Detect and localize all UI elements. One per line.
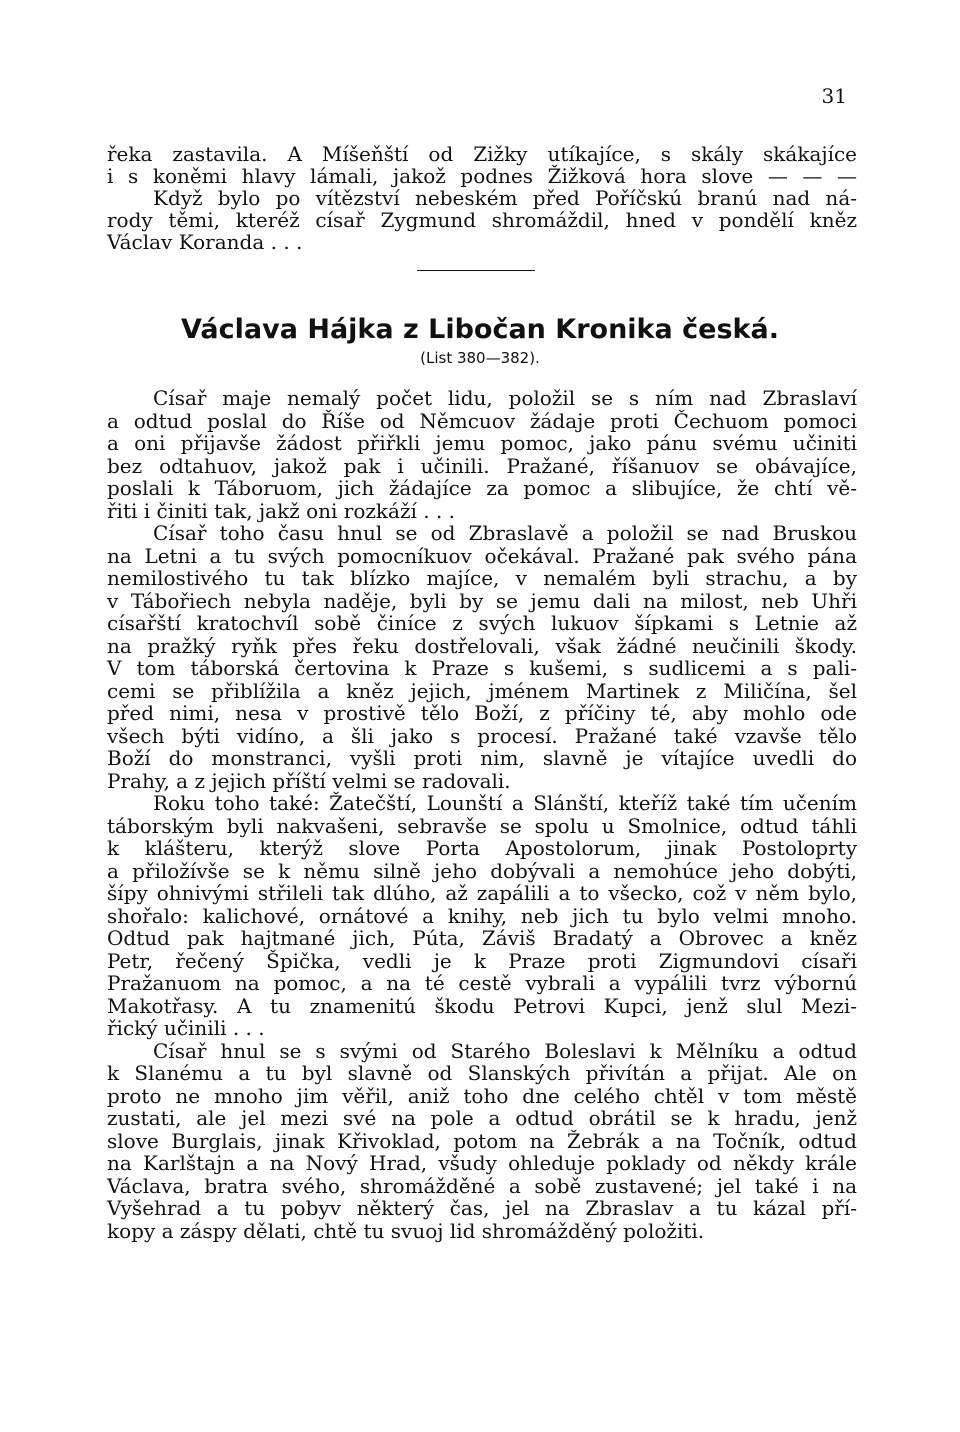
text-line: Císař hnul se s svými od Starého Boleslavi k Mělníku a odtud [153, 1038, 857, 1063]
second-passage [107, 387, 857, 1242]
text-line: císařští kratochvíl sobě činíce z svých lukuov šípkami s Letnie až [107, 611, 857, 635]
text-line: na Karlštajn a na Nový Hrad, všudy ohleduje poklady od někdy krále [107, 1151, 857, 1175]
text-line: i s koněmi hlavy lámali, jakož podnes Žižková hora slove — — — [107, 164, 857, 189]
text-line: rody těmi, kteréž císař Zygmund shromáždil, hned v pondělí kněz [107, 208, 857, 233]
text-line: Makotřasy. A tu znamenitú škodu Petrovi Kupci, jenž slul Mezi- [107, 993, 857, 1018]
text-line: řeka zastavila. A Míšeňští od Zižky utíkajíce, s skály skákajíce [107, 142, 857, 166]
text-line: táborským byli nakvašeni, sebravše se spolu u Smolnice, odtud táhli [107, 813, 857, 838]
text-line: V tom táborská čertovina k Praze s kušemi, s sudlicemi a s pali- [107, 656, 857, 680]
text-line: proto ne mnoho jim věřil, aniž toho dne celého chtěl v tom městě [107, 1083, 857, 1108]
text-line: zustati, ale jel mezi své na pole a odtud obrátil se k hradu, jenž [107, 1106, 857, 1130]
first-passage [107, 143, 857, 253]
text-line: Petr, řečený Špička, vedli je k Praze proti Zigmundovi císaři [107, 948, 857, 973]
page-number: 31 [821, 84, 847, 108]
text-line: šípy ohnivými střileli tak dlúho, až zapálili a to všecko, což v něm bylo, [107, 881, 857, 905]
text-line: k klášteru, kterýž slove Porta Apostolorum, jinak Postoloprty [107, 836, 857, 860]
text-line: cemi se přiblížila a kněz jejich, jménem Martinek z Miličína, šel [107, 678, 857, 703]
text-line: k Slanému a tu byl slavně od Slanských přivítán a přijat. Ale on [107, 1061, 857, 1085]
text-line: Pražanuom na pomoc, a na té cestě vybrali a vypálili tvrz výbornú [107, 971, 857, 995]
text-line: Boží do monstranci, vyšli proti nim, slavně je vítajíce uvedli do [107, 746, 857, 770]
text-line: na Letni a tu svých pomocníkuov očekával. Pražané pak svého pána [107, 543, 857, 568]
text-line: poslali k Táboruom, jich žádajíce za pomoc a slibujíce, že chtí vě- [107, 476, 857, 500]
text-line: Když bylo po vítězství nebeském před Poříčskú branú nad ná- [153, 186, 857, 211]
text-line: na pražký ryňk přes řeku dostřelovali, však žádné neučinili škody. [107, 633, 857, 658]
text-line: Vyšehrad a tu pobyv některý čas, jel na Zbraslav a tu kázal pří- [107, 1196, 857, 1220]
text-line: před nimi, nesa v prostivě tělo Boží, z příčiny té, aby mohlo ode [107, 701, 857, 725]
text-line: bez odtahuov, jakož pak i učinili. Pražané, říšanuov se obávajíce, [107, 453, 857, 478]
text-line: všech býti vidíno, a šli jako s procesí. Pražané také vzavše tělo [107, 723, 857, 748]
text-line: a oni přijavše žádost přiřkli jemu pomoc, jako pánu svému učiniti [107, 431, 857, 455]
text-line: Prahy, a z jejich příští velmi se radovali. [107, 768, 511, 793]
section-divider [417, 270, 535, 271]
text-line: kopy a záspy dělati, chtě tu svuoj lid shromážděný položiti. [107, 1218, 705, 1243]
text-line: řiti i činiti tak, jakž oni rozkáží . . . [107, 498, 456, 523]
section-subtitle: (List 380—382). [420, 349, 540, 367]
text-line: a odtud poslal do Říše od Němcuov žádaje proti Čechuom pomoci [107, 408, 857, 433]
text-line: Václava, bratra svého, shromážděné a sobě zustavené; jel také i na [107, 1173, 857, 1198]
text-line: shořalo: kalichové, ornátové a knihy, neb jich tu bylo velmi mnoho. [107, 903, 857, 928]
text-line: řický učinili . . . [107, 1016, 265, 1040]
text-line: Císař maje nemalý počet lidu, položil se s ním nad Zbraslaví [153, 386, 857, 410]
section-title: Václava Hájka z Libočan Kronika česká. [181, 314, 779, 345]
text-line: a přiložívše se k němu silně jeho dobývali a nemohúce jeho dobýti, [107, 858, 857, 883]
text-line: Odtud pak hajtmané jich, Púta, Záviš Bradatý a Obrovec a kněz [107, 926, 857, 950]
text-line: Roku toho také: Žatečští, Lounští a Slánští, kteříž také tím učením [153, 791, 857, 815]
text-line: slove Burglais, jinak Křivoklad, potom na Žebrák a na Točník, odtud [107, 1128, 857, 1153]
text-line: v Tábořiech nebyla naděje, byli by se jemu dali na milost, neb Uhři [107, 588, 857, 613]
text-line: Císař toho času hnul se od Zbraslavě a položil se nad Bruskou [153, 521, 857, 545]
text-line: nemilostivého tu tak blízko majíce, v nemalém byli strachu, a by [107, 566, 857, 590]
text-line: Václav Koranda . . . [107, 230, 303, 255]
